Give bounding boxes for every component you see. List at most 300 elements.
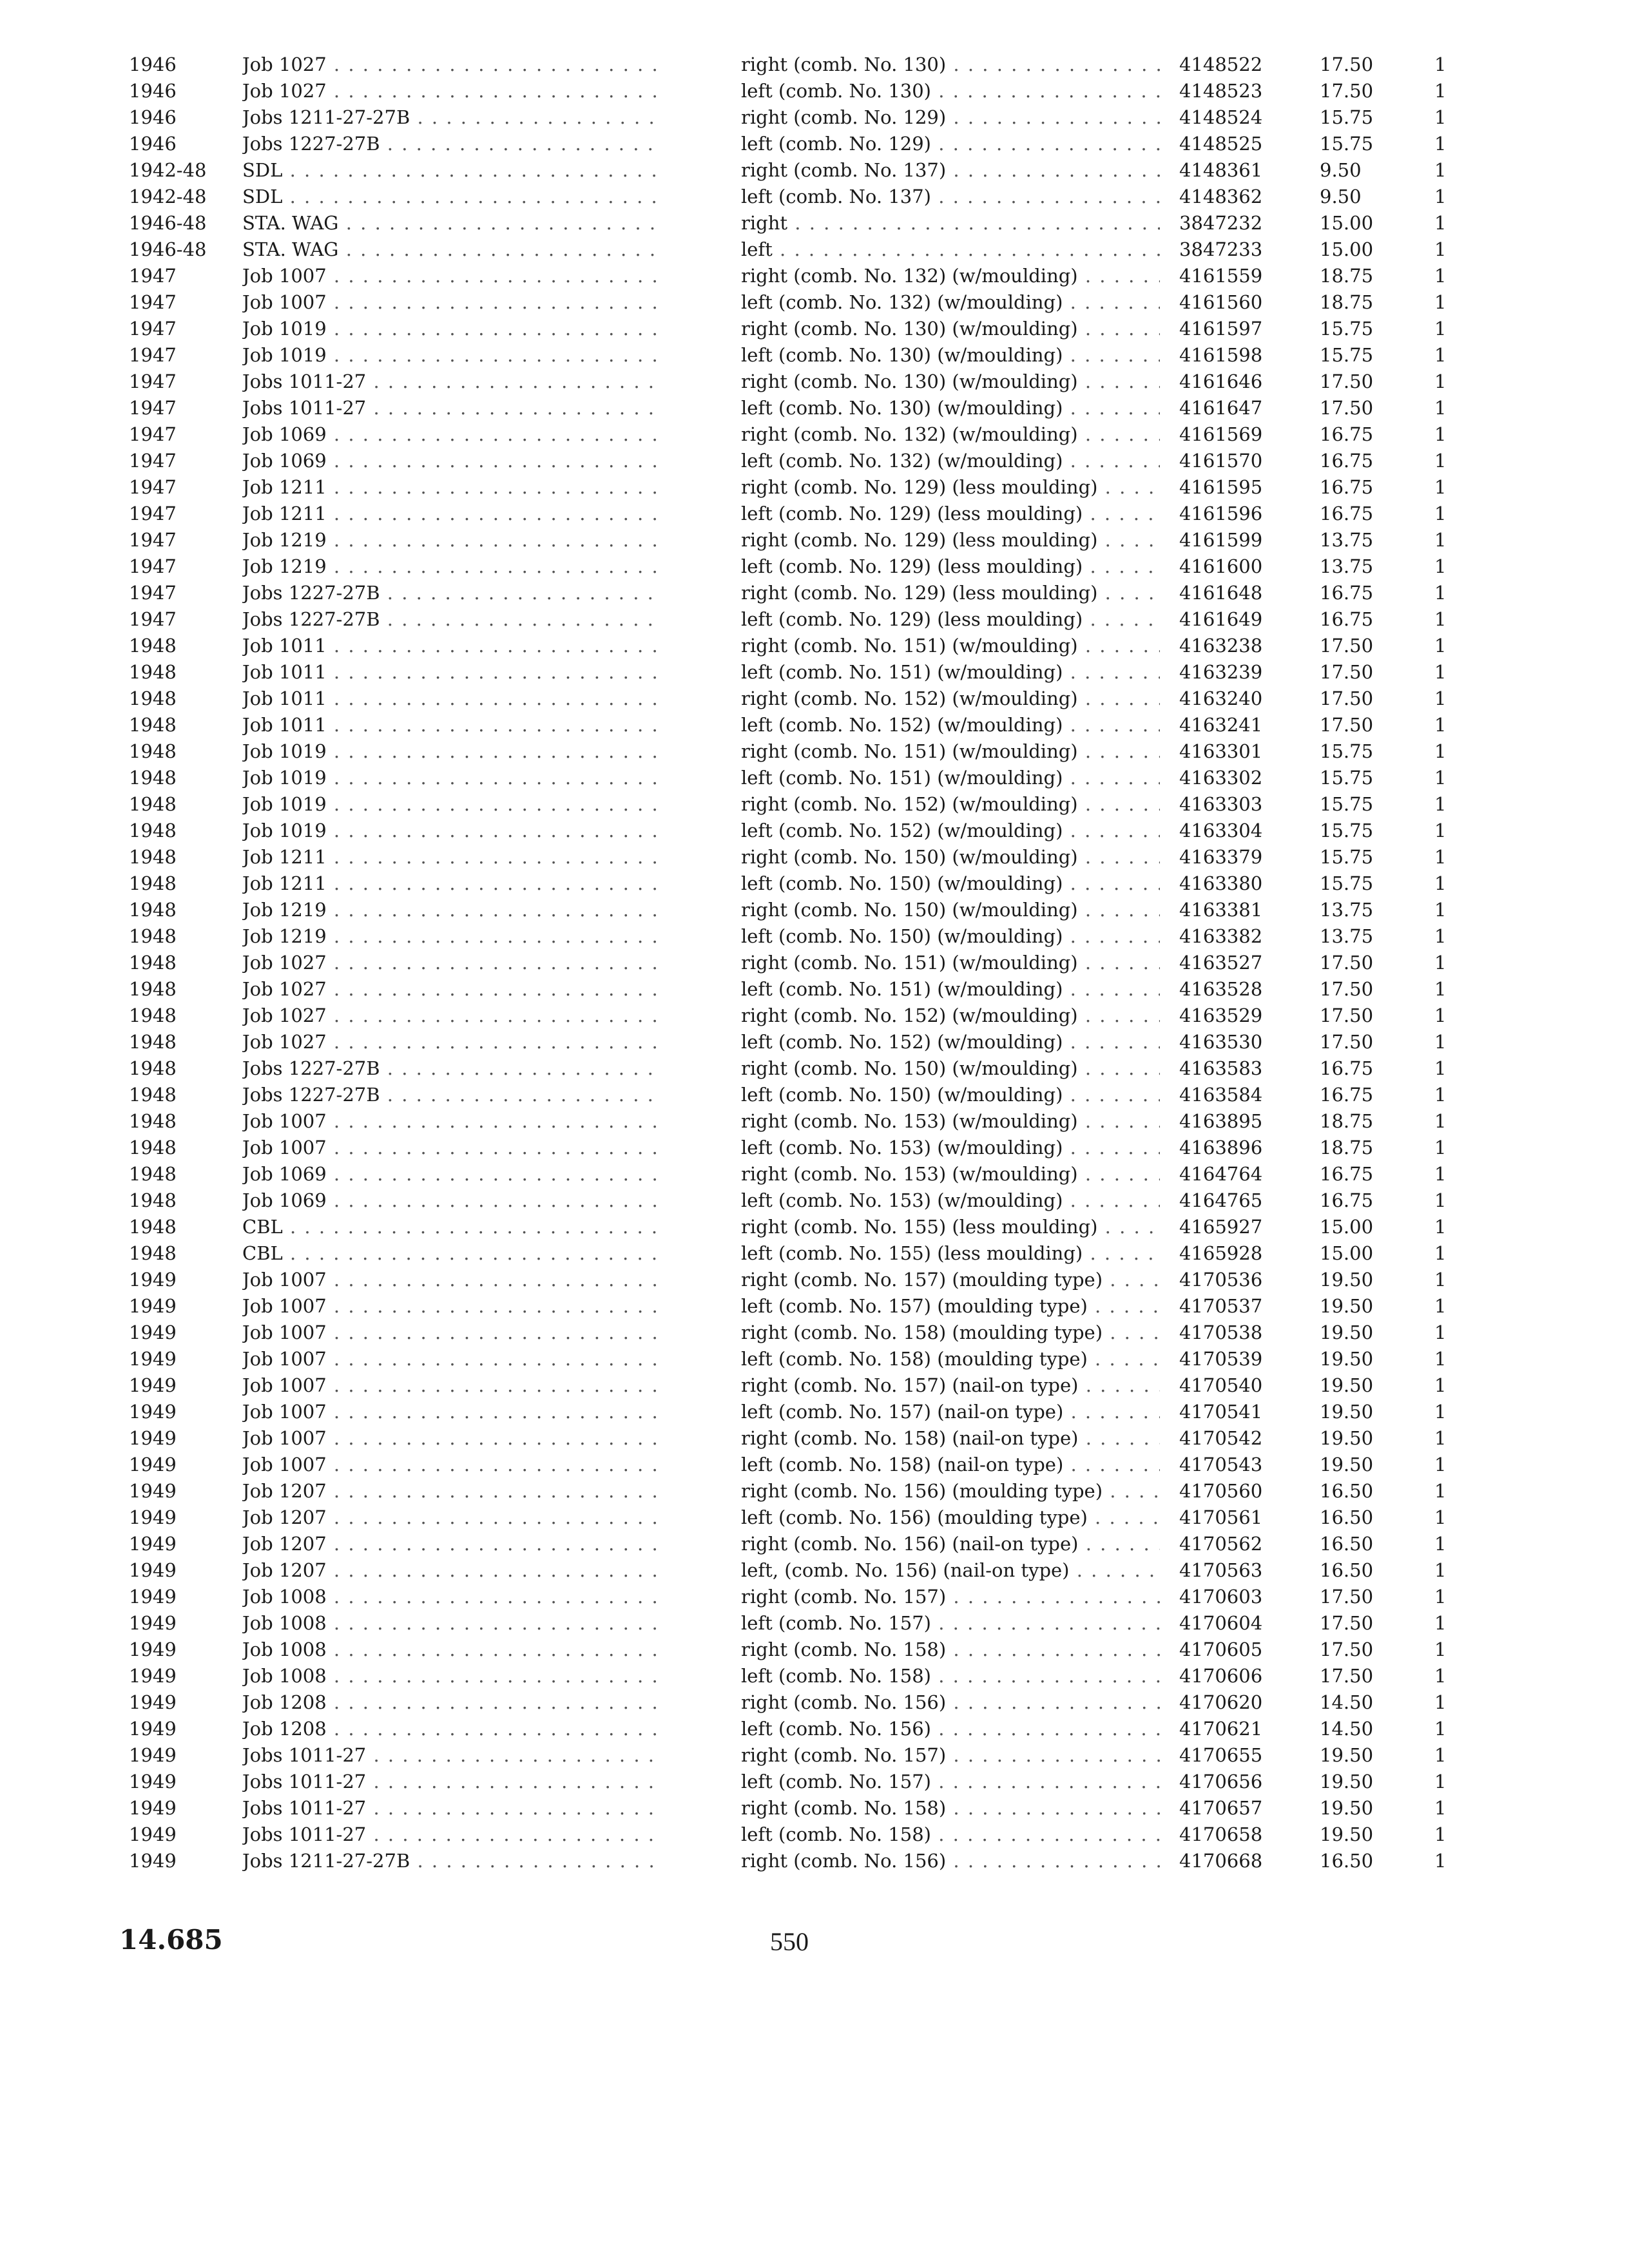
job-cell: Jobs 1011-27 . . . — [242, 369, 661, 395]
list-item — [0, 1821, 1629, 1848]
quantity-cell: 1 — [1434, 820, 1447, 841]
list-item — [0, 1610, 1629, 1637]
part-number-cell: 4163895 — [1179, 1110, 1263, 1132]
part-number-cell: 4161647 — [1179, 397, 1263, 419]
price-cell: 16.75 — [1320, 1084, 1374, 1106]
list-item — [0, 1769, 1629, 1795]
quantity-cell: 1 — [1434, 1691, 1447, 1713]
description-cell: right (comb. No. 152) (w/moulding) . . . — [741, 1003, 1160, 1029]
year-cell: 1949 — [129, 1348, 177, 1370]
quantity-cell: 1 — [1434, 793, 1447, 815]
year-cell: 1949 — [129, 1533, 177, 1555]
year-cell: 1949 — [129, 1427, 177, 1449]
description-cell: left (comb. No. 129) (less moulding) . . . — [741, 553, 1160, 580]
quantity-cell: 1 — [1434, 80, 1447, 102]
quantity-cell: 1 — [1434, 1242, 1447, 1264]
part-number-cell: 4148522 — [1179, 53, 1263, 75]
price-cell: 15.75 — [1320, 344, 1374, 366]
description-cell: left (comb. No. 150) (w/moulding) . . . — [741, 870, 1160, 897]
price-cell: 15.75 — [1320, 318, 1374, 340]
year-cell: 1942-48 — [129, 186, 207, 207]
list-item — [0, 1029, 1629, 1055]
year-cell: 1949 — [129, 1612, 177, 1634]
price-cell: 15.00 — [1320, 212, 1374, 234]
list-item — [0, 1452, 1629, 1478]
list-item — [0, 1663, 1629, 1689]
price-cell: 13.75 — [1320, 555, 1374, 577]
job-cell: Job 1207 . . . — [242, 1531, 661, 1557]
job-cell: Job 1207 . . . — [242, 1557, 661, 1584]
quantity-cell: 1 — [1434, 608, 1447, 630]
description-cell: right (comb. No. 156) . . . — [741, 1689, 1160, 1716]
part-number-cell: 4170621 — [1179, 1718, 1263, 1740]
quantity-cell: 1 — [1434, 846, 1447, 868]
year-cell: 1949 — [129, 1269, 177, 1291]
description-cell: left (comb. No. 130) (w/moulding) . . . — [741, 342, 1160, 369]
quantity-cell: 1 — [1434, 952, 1447, 974]
job-cell: Job 1211 . . . — [242, 474, 661, 501]
price-cell: 15.00 — [1320, 1216, 1374, 1238]
list-item — [0, 606, 1629, 633]
quantity-cell: 1 — [1434, 1771, 1447, 1792]
job-cell: Job 1019 . . . — [242, 342, 661, 369]
description-cell: left (comb. No. 152) (w/moulding) . . . — [741, 818, 1160, 844]
description-cell: left (comb. No. 151) (w/moulding) . . . — [741, 659, 1160, 686]
year-cell: 1947 — [129, 476, 177, 498]
quantity-cell: 1 — [1434, 1480, 1447, 1502]
description-cell: left . . . — [741, 236, 1160, 263]
list-item — [0, 501, 1629, 527]
list-item — [0, 316, 1629, 342]
list-item — [0, 236, 1629, 263]
job-cell: Job 1007 . . . — [242, 1293, 661, 1320]
year-cell: 1948 — [129, 978, 177, 1000]
year-cell: 1946 — [129, 80, 177, 102]
job-cell: Job 1211 . . . — [242, 870, 661, 897]
job-cell: Jobs 1011-27 . . . — [242, 1769, 661, 1795]
part-number-cell: 4163583 — [1179, 1057, 1263, 1079]
part-number-cell: 4170536 — [1179, 1269, 1263, 1291]
job-cell: SDL . . . — [242, 157, 661, 184]
part-number-cell: 4163527 — [1179, 952, 1263, 974]
price-cell: 17.50 — [1320, 1004, 1374, 1026]
description-cell: right (comb. No. 130) (w/moulding) . . . — [741, 369, 1160, 395]
job-cell: Job 1011 . . . — [242, 686, 661, 712]
year-cell: 1947 — [129, 291, 177, 313]
year-cell: 1947 — [129, 608, 177, 630]
quantity-cell: 1 — [1434, 159, 1447, 181]
description-cell: right (comb. No. 150) (w/moulding) . . . — [741, 897, 1160, 923]
description-cell: right (comb. No. 130) (w/moulding) . . . — [741, 316, 1160, 342]
price-cell: 16.75 — [1320, 582, 1374, 604]
list-item — [0, 184, 1629, 210]
description-cell: right (comb. No. 150) (w/moulding) . . . — [741, 1055, 1160, 1082]
part-number-cell: 4148524 — [1179, 106, 1263, 128]
quantity-cell: 1 — [1434, 450, 1447, 472]
year-cell: 1949 — [129, 1401, 177, 1423]
quantity-cell: 1 — [1434, 265, 1447, 287]
part-number-cell: 4164764 — [1179, 1163, 1263, 1185]
job-cell: Jobs 1011-27 . . . — [242, 1821, 661, 1848]
list-item — [0, 791, 1629, 818]
part-number-cell: 4161570 — [1179, 450, 1263, 472]
part-number-cell: 4163301 — [1179, 740, 1263, 762]
year-cell: 1948 — [129, 767, 177, 789]
part-number-cell: 4163529 — [1179, 1004, 1263, 1026]
year-cell: 1949 — [129, 1718, 177, 1740]
year-cell: 1947 — [129, 555, 177, 577]
job-cell: Job 1069 . . . — [242, 1187, 661, 1214]
year-cell: 1948 — [129, 1216, 177, 1238]
list-item — [0, 1425, 1629, 1452]
list-item — [0, 1346, 1629, 1372]
description-cell: left (comb. No. 153) (w/moulding) . . . — [741, 1135, 1160, 1161]
list-item — [0, 712, 1629, 738]
price-cell: 15.75 — [1320, 106, 1374, 128]
list-item — [0, 1637, 1629, 1663]
quantity-cell: 1 — [1434, 1137, 1447, 1158]
description-cell: left (comb. No. 130) . . . — [741, 78, 1160, 104]
part-number-cell: 4170620 — [1179, 1691, 1263, 1713]
price-cell: 16.75 — [1320, 450, 1374, 472]
year-cell: 1947 — [129, 582, 177, 604]
part-number-cell: 4161649 — [1179, 608, 1263, 630]
description-cell: left (comb. No. 132) (w/moulding) . . . — [741, 289, 1160, 316]
description-cell: right (comb. No. 153) (w/moulding) . . . — [741, 1161, 1160, 1187]
quantity-cell: 1 — [1434, 238, 1447, 260]
job-cell: Job 1011 . . . — [242, 712, 661, 738]
description-cell: right (comb. No. 158) (nail-on type) . . . — [741, 1425, 1160, 1452]
quantity-cell: 1 — [1434, 1189, 1447, 1211]
price-cell: 15.00 — [1320, 1242, 1374, 1264]
list-item — [0, 553, 1629, 580]
quantity-cell: 1 — [1434, 978, 1447, 1000]
price-cell: 17.50 — [1320, 635, 1374, 657]
price-cell: 17.50 — [1320, 952, 1374, 974]
year-cell: 1947 — [129, 450, 177, 472]
description-cell: right (comb. No. 151) (w/moulding) . . . — [741, 950, 1160, 976]
job-cell: Job 1027 . . . — [242, 976, 661, 1003]
job-cell: Job 1027 . . . — [242, 1029, 661, 1055]
part-number-cell: 4148523 — [1179, 80, 1263, 102]
year-cell: 1949 — [129, 1586, 177, 1608]
quantity-cell: 1 — [1434, 687, 1447, 709]
part-number-cell: 4161569 — [1179, 423, 1263, 445]
list-item — [0, 738, 1629, 765]
part-number-cell: 4163382 — [1179, 925, 1263, 947]
year-cell: 1948 — [129, 1004, 177, 1026]
job-cell: Job 1219 . . . — [242, 923, 661, 950]
quantity-cell: 1 — [1434, 1850, 1447, 1872]
description-cell: right (comb. No. 152) (w/moulding) . . . — [741, 791, 1160, 818]
job-cell: Job 1007 . . . — [242, 263, 661, 289]
part-number-cell: 4163303 — [1179, 793, 1263, 815]
description-cell: left (comb. No. 130) (w/moulding) . . . — [741, 395, 1160, 421]
quantity-cell: 1 — [1434, 1031, 1447, 1053]
year-cell: 1949 — [129, 1744, 177, 1766]
price-cell: 15.75 — [1320, 793, 1374, 815]
list-item — [0, 448, 1629, 474]
part-number-cell: 4163381 — [1179, 899, 1263, 921]
price-cell: 17.50 — [1320, 687, 1374, 709]
description-cell: left (comb. No. 158) (moulding type) . . . — [741, 1346, 1160, 1372]
year-cell: 1946 — [129, 133, 177, 155]
description-cell: right (comb. No. 150) (w/moulding) . . . — [741, 844, 1160, 870]
year-cell: 1942-48 — [129, 159, 207, 181]
quantity-cell: 1 — [1434, 661, 1447, 683]
part-number-cell: 4161599 — [1179, 529, 1263, 551]
year-cell: 1949 — [129, 1771, 177, 1792]
list-item — [0, 342, 1629, 369]
description-cell: right . . . — [741, 210, 1160, 236]
description-cell: left (comb. No. 158) (nail-on type) . . . — [741, 1452, 1160, 1478]
description-cell: right (comb. No. 130) . . . — [741, 52, 1160, 78]
section-reference: 14.685 — [119, 1924, 223, 1956]
description-cell: left (comb. No. 151) (w/moulding) . . . — [741, 976, 1160, 1003]
description-cell: right (comb. No. 129) . . . — [741, 104, 1160, 131]
job-cell: Job 1007 . . . — [242, 1135, 661, 1161]
part-number-cell: 4163380 — [1179, 872, 1263, 894]
quantity-cell: 1 — [1434, 1823, 1447, 1845]
year-cell: 1948 — [129, 1031, 177, 1053]
part-number-cell: 4163302 — [1179, 767, 1263, 789]
price-cell: 17.50 — [1320, 1639, 1374, 1660]
job-cell: Job 1008 . . . — [242, 1584, 661, 1610]
year-cell: 1947 — [129, 397, 177, 419]
job-cell: Job 1069 . . . — [242, 421, 661, 448]
job-cell: Job 1019 . . . — [242, 316, 661, 342]
part-number-cell: 4161597 — [1179, 318, 1263, 340]
part-number-cell: 4170539 — [1179, 1348, 1263, 1370]
list-item — [0, 1399, 1629, 1425]
job-cell: Job 1207 . . . — [242, 1478, 661, 1504]
quantity-cell: 1 — [1434, 1612, 1447, 1634]
price-cell: 18.75 — [1320, 1110, 1374, 1132]
quantity-cell: 1 — [1434, 503, 1447, 524]
list-item — [0, 1161, 1629, 1187]
quantity-cell: 1 — [1434, 925, 1447, 947]
job-cell: Jobs 1227-27B . . . — [242, 606, 661, 633]
list-item — [0, 369, 1629, 395]
description-cell: right (comb. No. 156) (moulding type) . . . — [741, 1478, 1160, 1504]
description-cell: left (comb. No. 158) . . . — [741, 1821, 1160, 1848]
job-cell: Jobs 1227-27B . . . — [242, 131, 661, 157]
part-number-cell: 4163240 — [1179, 687, 1263, 709]
list-item — [0, 950, 1629, 976]
quantity-cell: 1 — [1434, 899, 1447, 921]
description-cell: left (comb. No. 158) . . . — [741, 1663, 1160, 1689]
quantity-cell: 1 — [1434, 1348, 1447, 1370]
list-item — [0, 1187, 1629, 1214]
list-item — [0, 527, 1629, 553]
list-item — [0, 1003, 1629, 1029]
quantity-cell: 1 — [1434, 1295, 1447, 1317]
list-item — [0, 976, 1629, 1003]
list-item — [0, 210, 1629, 236]
quantity-cell: 1 — [1434, 397, 1447, 419]
list-item — [0, 104, 1629, 131]
year-cell: 1946 — [129, 106, 177, 128]
quantity-cell: 1 — [1434, 1163, 1447, 1185]
list-item — [0, 474, 1629, 501]
list-item — [0, 421, 1629, 448]
price-cell: 16.75 — [1320, 1163, 1374, 1185]
description-cell: left (comb. No. 150) (w/moulding) . . . — [741, 1082, 1160, 1108]
quantity-cell: 1 — [1434, 344, 1447, 366]
year-cell: 1948 — [129, 872, 177, 894]
part-number-cell: 4161595 — [1179, 476, 1263, 498]
job-cell: Job 1027 . . . — [242, 1003, 661, 1029]
description-cell: right (comb. No. 156) . . . — [741, 1848, 1160, 1874]
price-cell: 19.50 — [1320, 1374, 1374, 1396]
price-cell: 19.50 — [1320, 1269, 1374, 1291]
year-cell: 1948 — [129, 952, 177, 974]
job-cell: Job 1007 . . . — [242, 1346, 661, 1372]
year-cell: 1948 — [129, 1242, 177, 1264]
year-cell: 1947 — [129, 344, 177, 366]
part-number-cell: 4170537 — [1179, 1295, 1263, 1317]
year-cell: 1949 — [129, 1321, 177, 1343]
job-cell: Job 1011 . . . — [242, 633, 661, 659]
quantity-cell: 1 — [1434, 423, 1447, 445]
part-number-cell: 4170561 — [1179, 1506, 1263, 1528]
description-cell: left (comb. No. 129) (less moulding) . . . — [741, 606, 1160, 633]
quantity-cell: 1 — [1434, 1533, 1447, 1555]
year-cell: 1948 — [129, 1110, 177, 1132]
quantity-cell: 1 — [1434, 1110, 1447, 1132]
quantity-cell: 1 — [1434, 291, 1447, 313]
year-cell: 1948 — [129, 1163, 177, 1185]
part-number-cell: 4170560 — [1179, 1480, 1263, 1502]
part-number-cell: 4165928 — [1179, 1242, 1263, 1264]
job-cell: CBL . . . — [242, 1214, 661, 1240]
year-cell: 1947 — [129, 318, 177, 340]
description-cell: left (comb. No. 151) (w/moulding) . . . — [741, 765, 1160, 791]
description-cell: right (comb. No. 129) (less moulding) . . . — [741, 527, 1160, 553]
quantity-cell: 1 — [1434, 476, 1447, 498]
description-cell: left (comb. No. 153) (w/moulding) . . . — [741, 1187, 1160, 1214]
list-item — [0, 897, 1629, 923]
job-cell: Job 1069 . . . — [242, 1161, 661, 1187]
part-number-cell: 4170540 — [1179, 1374, 1263, 1396]
price-cell: 19.50 — [1320, 1295, 1374, 1317]
job-cell: Job 1007 . . . — [242, 1320, 661, 1346]
year-cell: 1949 — [129, 1639, 177, 1660]
year-cell: 1947 — [129, 529, 177, 551]
job-cell: Job 1211 . . . — [242, 844, 661, 870]
price-cell: 17.50 — [1320, 370, 1374, 392]
description-cell: left (comb. No. 157) (nail-on type) . . . — [741, 1399, 1160, 1425]
year-cell: 1949 — [129, 1374, 177, 1396]
list-item — [0, 765, 1629, 791]
price-cell: 17.50 — [1320, 1665, 1374, 1687]
quantity-cell: 1 — [1434, 186, 1447, 207]
job-cell: CBL . . . — [242, 1240, 661, 1267]
job-cell: Jobs 1011-27 . . . — [242, 395, 661, 421]
description-cell: right (comb. No. 157) . . . — [741, 1742, 1160, 1769]
list-item — [0, 131, 1629, 157]
part-number-cell: 4170563 — [1179, 1559, 1263, 1581]
description-cell: right (comb. No. 151) (w/moulding) . . . — [741, 633, 1160, 659]
price-cell: 16.75 — [1320, 1057, 1374, 1079]
description-cell: right (comb. No. 158) (moulding type) . . . — [741, 1320, 1160, 1346]
quantity-cell: 1 — [1434, 1004, 1447, 1026]
job-cell: Job 1007 . . . — [242, 1267, 661, 1293]
year-cell: 1946 — [129, 53, 177, 75]
list-item — [0, 1689, 1629, 1716]
year-cell: 1949 — [129, 1506, 177, 1528]
list-item — [0, 844, 1629, 870]
job-cell: Job 1008 . . . — [242, 1663, 661, 1689]
list-item — [0, 1135, 1629, 1161]
price-cell: 16.50 — [1320, 1559, 1374, 1581]
price-cell: 19.50 — [1320, 1348, 1374, 1370]
year-cell: 1949 — [129, 1797, 177, 1819]
price-cell: 16.50 — [1320, 1506, 1374, 1528]
description-cell: left (comb. No. 155) (less moulding) . . . — [741, 1240, 1160, 1267]
job-cell: Job 1007 . . . — [242, 289, 661, 316]
price-cell: 13.75 — [1320, 925, 1374, 947]
part-number-cell: 4163528 — [1179, 978, 1263, 1000]
job-cell: STA. WAG . . . — [242, 210, 661, 236]
quantity-cell: 1 — [1434, 1744, 1447, 1766]
quantity-cell: 1 — [1434, 582, 1447, 604]
price-cell: 16.75 — [1320, 1189, 1374, 1211]
year-cell: 1948 — [129, 846, 177, 868]
description-cell: left (comb. No. 152) (w/moulding) . . . — [741, 1029, 1160, 1055]
description-cell: left (comb. No. 129) . . . — [741, 131, 1160, 157]
year-cell: 1947 — [129, 370, 177, 392]
description-cell: left (comb. No. 156) (moulding type) . . . — [741, 1504, 1160, 1531]
year-cell: 1949 — [129, 1823, 177, 1845]
part-number-cell: 4170543 — [1179, 1454, 1263, 1475]
price-cell: 9.50 — [1320, 159, 1362, 181]
part-number-cell: 3847233 — [1179, 238, 1263, 260]
year-cell: 1948 — [129, 714, 177, 736]
price-cell: 18.75 — [1320, 1137, 1374, 1158]
price-cell: 15.75 — [1320, 820, 1374, 841]
price-cell: 18.75 — [1320, 265, 1374, 287]
quantity-cell: 1 — [1434, 1586, 1447, 1608]
description-cell: right (comb. No. 153) (w/moulding) . . . — [741, 1108, 1160, 1135]
price-cell: 15.75 — [1320, 133, 1374, 155]
year-cell: 1949 — [129, 1691, 177, 1713]
year-cell: 1949 — [129, 1454, 177, 1475]
job-cell: Jobs 1011-27 . . . — [242, 1795, 661, 1821]
description-cell: right (comb. No. 157) (nail-on type) . . . — [741, 1372, 1160, 1399]
price-cell: 19.50 — [1320, 1427, 1374, 1449]
part-number-cell: 4163304 — [1179, 820, 1263, 841]
price-cell: 16.50 — [1320, 1850, 1374, 1872]
job-cell: Job 1219 . . . — [242, 897, 661, 923]
list-item — [0, 580, 1629, 606]
list-item — [0, 1293, 1629, 1320]
list-item — [0, 1716, 1629, 1742]
description-cell: left (comb. No. 157) (moulding type) . . . — [741, 1293, 1160, 1320]
part-number-cell: 4163584 — [1179, 1084, 1263, 1106]
list-item — [0, 1055, 1629, 1082]
year-cell: 1948 — [129, 1189, 177, 1211]
list-item — [0, 870, 1629, 897]
job-cell: Job 1069 . . . — [242, 448, 661, 474]
part-number-cell: 4170604 — [1179, 1612, 1263, 1634]
price-cell: 17.50 — [1320, 714, 1374, 736]
quantity-cell: 1 — [1434, 1216, 1447, 1238]
year-cell: 1948 — [129, 899, 177, 921]
part-number-cell: 4170657 — [1179, 1797, 1263, 1819]
description-cell: right (comb. No. 151) (w/moulding) . . . — [741, 738, 1160, 765]
part-number-cell: 4163241 — [1179, 714, 1263, 736]
